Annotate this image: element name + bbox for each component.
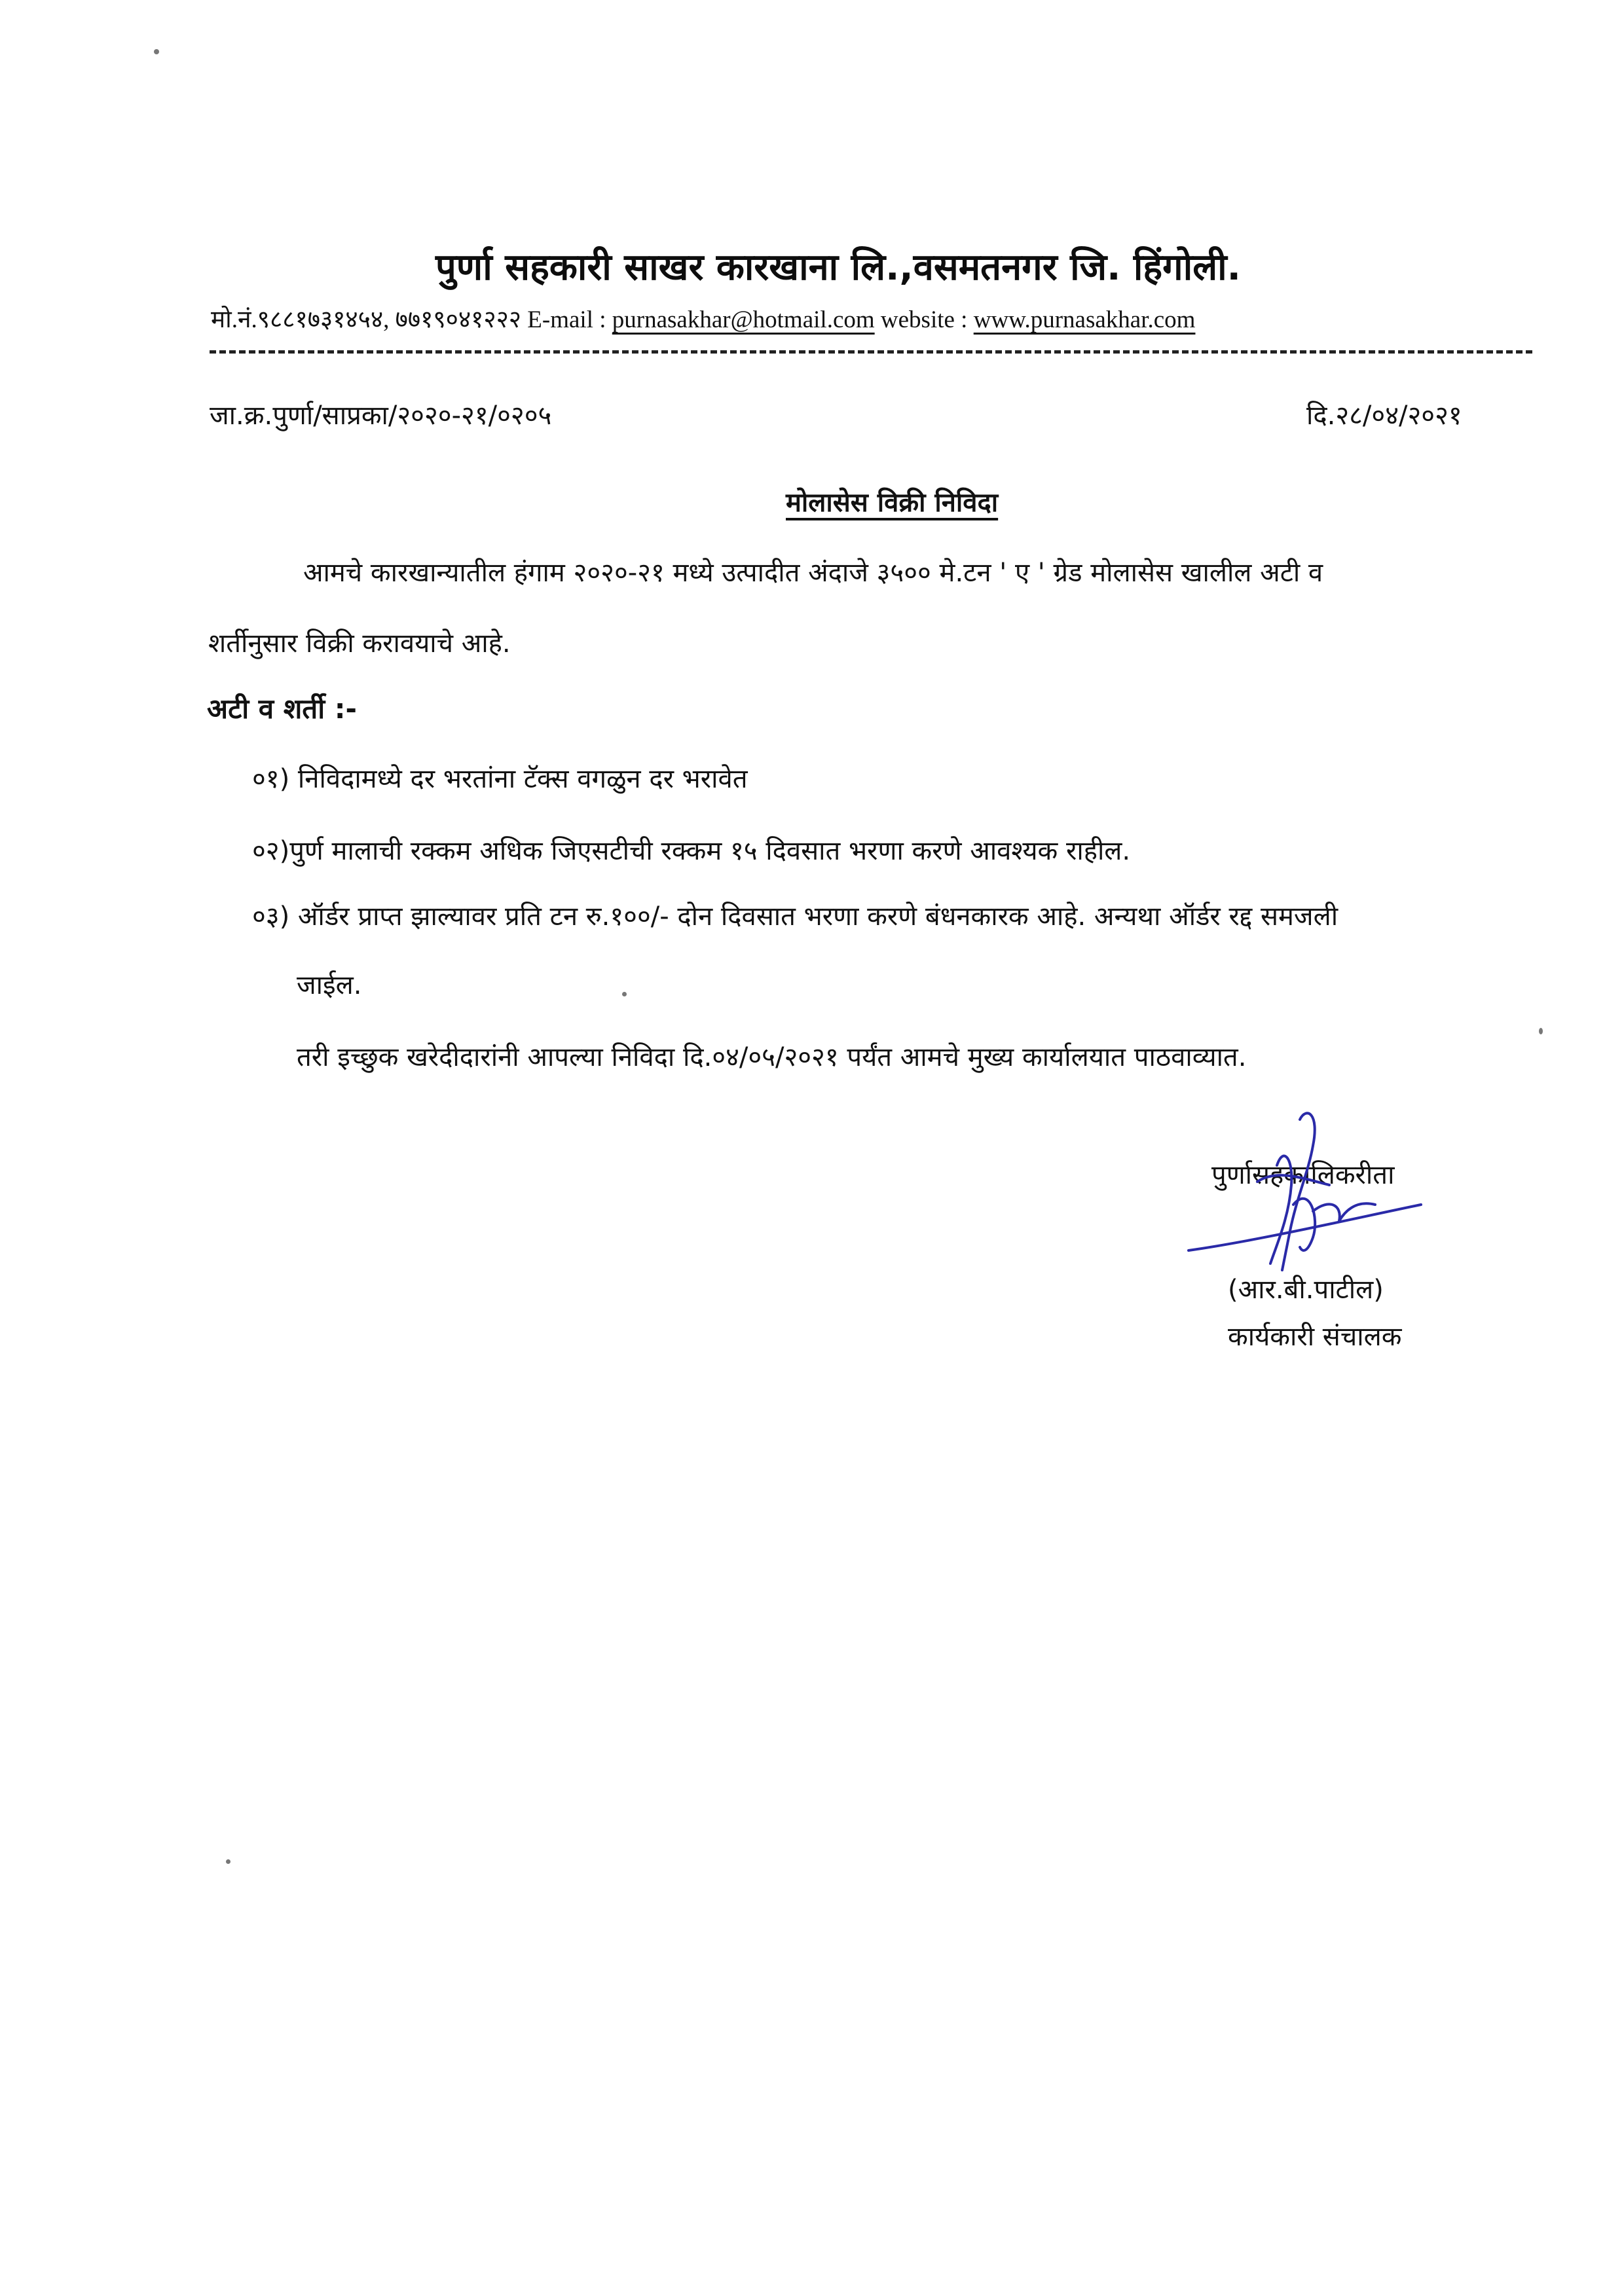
scan-speck (622, 992, 627, 996)
terms-heading: अटी व शर्ती :- (207, 693, 357, 725)
email-link[interactable]: purnasakhar@hotmail.com (612, 306, 875, 333)
reference-number: जा.क्र.पुर्णा/साप्रका/२०२०-२१/०२०५ (210, 401, 552, 431)
condition-item-1: ०१) निविदामध्ये दर भरतांना टॅक्स वगळुन दर भरावेत (252, 764, 748, 794)
signatory-designation: कार्यकारी संचालक (1228, 1322, 1402, 1352)
website-label: website : (880, 306, 968, 333)
signatory-for-line: पुर्णासहकालिकरीता (1211, 1160, 1395, 1190)
condition-item-3: ०३) ऑर्डर प्राप्त झाल्यावर प्रति टन रु.१००/- दोन दिवसात भरणा करणे बंधनकारक आहे. अन्यथा ऑर्डर रद्द समजली (252, 902, 1338, 932)
notice-heading: मोलासेस विक्री निविदा (786, 488, 999, 518)
website-link[interactable]: www.purnasakhar.com (973, 306, 1196, 333)
condition-item-3-continued: जाईल. (297, 970, 362, 1000)
handwritten-signature (1179, 1106, 1434, 1303)
scan-speck (1539, 1028, 1543, 1034)
condition-item-2: ०२)पुर्ण मालाची रक्कम अधिक जिएसटीची रक्कम १५ दिवसात भरणा करणे आवश्यक राहील. (252, 836, 1131, 866)
intro-paragraph-line-1: आमचे कारखान्यातील हंगाम २०२०-२१ मध्ये उत्पादीत अंदाजे ३५०० मे.टन ' ए ' ग्रेड मोलासेस खालील अटी व (303, 558, 1323, 588)
letter-date: दि.२८/०४/२०२१ (1306, 401, 1462, 431)
contact-line (211, 301, 1195, 335)
header-divider (210, 350, 1532, 354)
scan-speck (226, 1859, 231, 1864)
organization-title: पुर्णा सहकारी साखर कारखाना लि.,वसमतनगर जि. हिंगोली. (435, 246, 1241, 289)
closing-paragraph: तरी इच्छुक खरेदीदारांनी आपल्या निविदा दि.०४/०५/२०२१ पर्यंत आमचे मुख्य कार्यालयात पाठवाव्यात. (297, 1042, 1247, 1072)
signatory-name: (आर.बी.पाटील) (1228, 1275, 1384, 1305)
intro-paragraph-line-2: शर्तीनुसार विक्री करावयाचे आहे. (208, 629, 511, 659)
scan-speck (154, 49, 159, 54)
phone-numbers: मो.नं.९८८१७३१४५४, ७७१९०४१२२२ E-mail : (211, 306, 606, 333)
